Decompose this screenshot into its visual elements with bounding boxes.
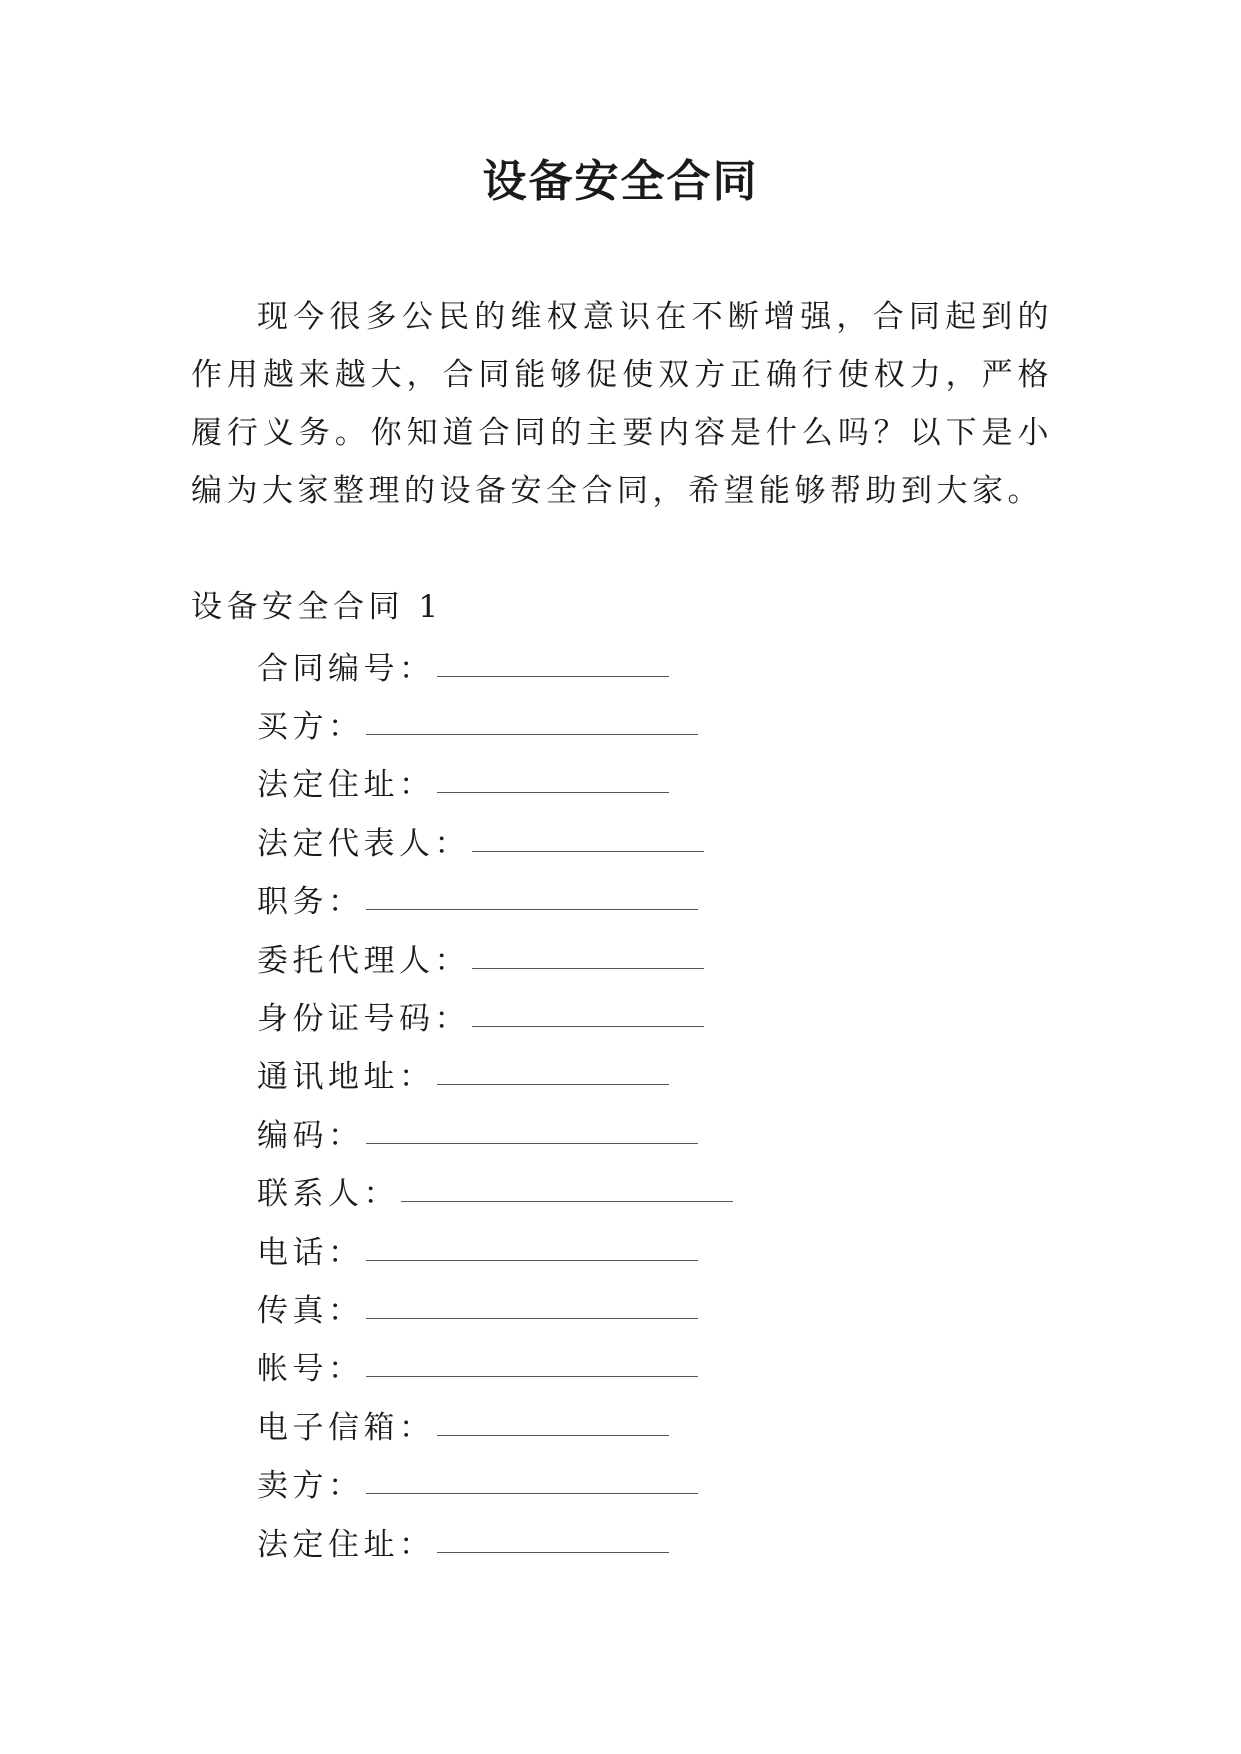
- field-label: 电子信箱：: [257, 1409, 435, 1446]
- blank-line: [437, 654, 669, 677]
- blank-line: [437, 1530, 669, 1553]
- field-label: 通讯地址：: [257, 1059, 435, 1096]
- field-email: [257, 1395, 733, 1453]
- blank-line: [472, 1004, 704, 1027]
- field-label: 法定住址：: [257, 767, 435, 804]
- document-title: 设备安全合同: [482, 156, 759, 207]
- field-label: 委托代理人：: [257, 942, 470, 979]
- field-label: 传真：: [257, 1292, 364, 1329]
- field-id-number: [257, 986, 733, 1044]
- intro-paragraph: 现今很多公民的维权意识在不断增强，合同起到的作用越来越大，合同能够促使双方正确行使权力，严格履行义务。你知道合同的主要内容是什么吗？以下是小编为大家整理的设备安全合同，希望能够帮助到大家。: [191, 299, 1053, 509]
- blank-line: [366, 1121, 698, 1144]
- field-label: 卖方：: [257, 1468, 364, 1505]
- field-label: 帐号：: [257, 1351, 364, 1388]
- field-authorized-agent: [257, 928, 733, 986]
- blank-line: [366, 712, 698, 735]
- field-fax: [257, 1278, 733, 1336]
- blank-line: [437, 1062, 669, 1085]
- field-label: 电话：: [257, 1234, 364, 1271]
- field-label: 联系人：: [257, 1176, 399, 1213]
- field-legal-address: [257, 753, 733, 811]
- field-label: 法定住址：: [257, 1526, 435, 1563]
- field-label: 职务：: [257, 884, 364, 921]
- field-account: [257, 1337, 733, 1395]
- blank-line: [472, 829, 704, 852]
- field-seller-legal-address: [257, 1512, 733, 1570]
- blank-line: [472, 946, 704, 969]
- field-label: 法定代表人：: [257, 825, 470, 862]
- field-contact-person: [257, 1162, 733, 1220]
- field-label: 编码：: [257, 1117, 364, 1154]
- field-mailing-address: [257, 1045, 733, 1103]
- blank-line: [437, 770, 669, 793]
- blank-line: [401, 1179, 733, 1202]
- blank-line: [366, 1296, 698, 1319]
- blank-line: [366, 1471, 698, 1494]
- field-contract-number: [257, 636, 733, 694]
- blank-line: [366, 887, 698, 910]
- field-buyer: [257, 694, 733, 752]
- blank-line: [366, 1238, 698, 1261]
- contract-field-list: [257, 636, 733, 1570]
- field-phone: [257, 1220, 733, 1278]
- field-label: 买方：: [257, 709, 364, 746]
- section-heading: 设备安全合同 1: [191, 589, 443, 625]
- field-legal-representative: [257, 811, 733, 869]
- field-position: [257, 870, 733, 928]
- blank-line: [437, 1413, 669, 1436]
- field-seller: [257, 1453, 733, 1511]
- field-postcode: [257, 1103, 733, 1161]
- field-label: 合同编号：: [257, 650, 435, 687]
- blank-line: [366, 1354, 698, 1377]
- field-label: 身份证号码：: [257, 1001, 470, 1038]
